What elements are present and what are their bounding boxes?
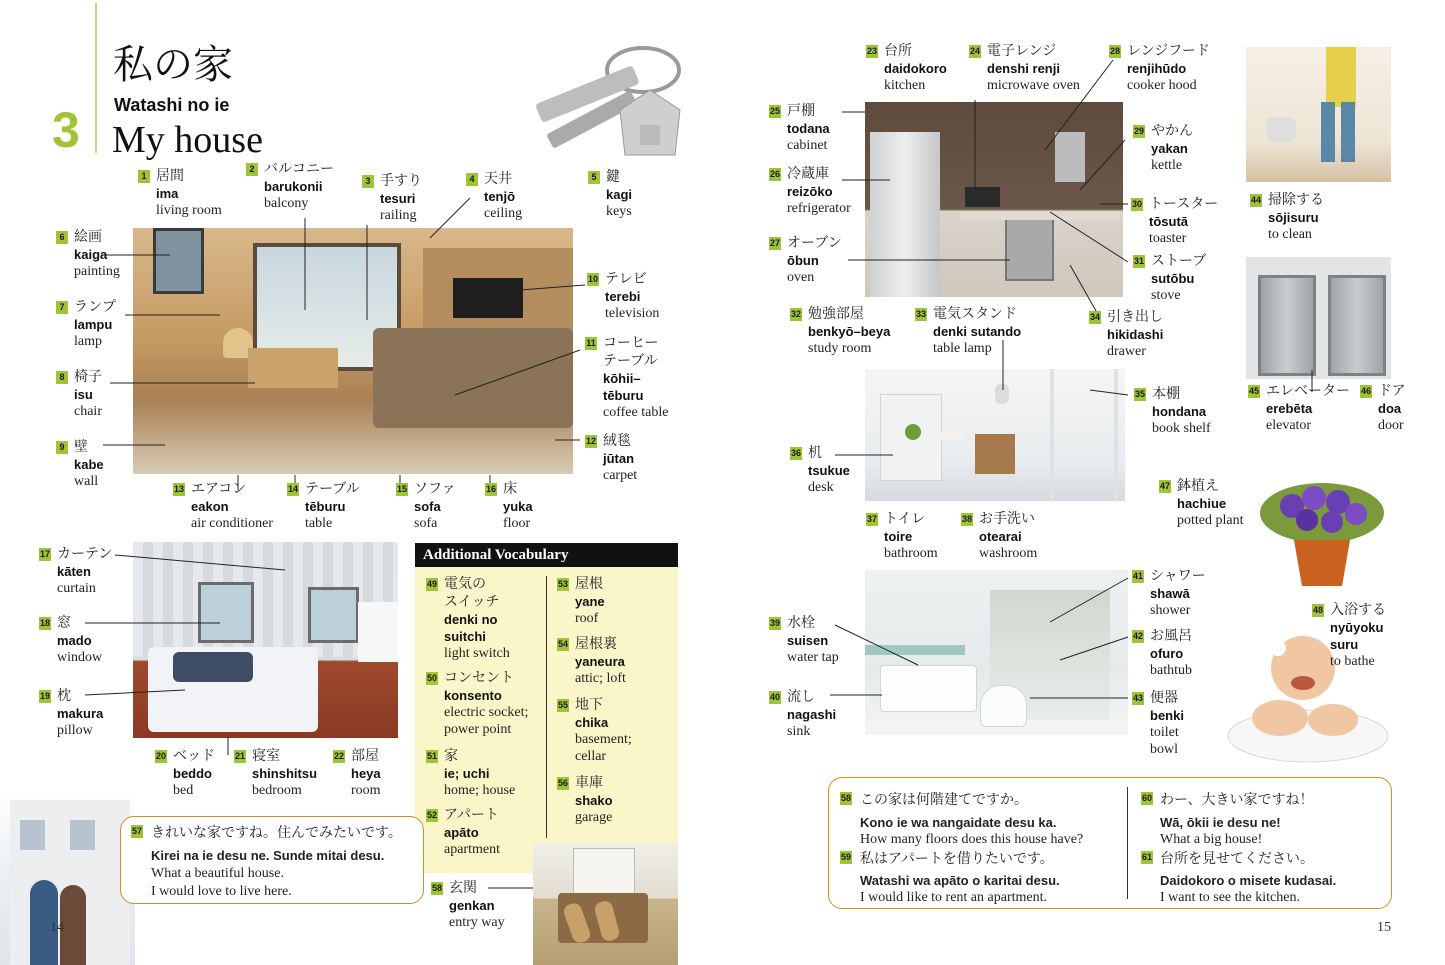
vocab-romaji: suisen: [787, 633, 829, 648]
vocab-jp: レンジフード: [1127, 43, 1210, 59]
vocab-jp: 机: [808, 445, 822, 461]
vocab-en: pillow: [57, 723, 93, 738]
phrase-58-jp: この家は何階建てですか。: [860, 792, 1028, 808]
additional-vocab-number: 55: [557, 700, 568, 710]
page-title-romaji: Watashi no ie: [114, 95, 230, 115]
vocab-romaji: tesuri: [380, 191, 416, 206]
additional-vocab-romaji: shako: [575, 793, 613, 808]
additional-vocab-romaji: genkan: [449, 898, 495, 913]
vocab-en: bathroom: [884, 546, 938, 561]
vocab-en: wall: [74, 474, 99, 489]
additional-vocab-jp: 屋根裏: [575, 636, 617, 652]
vocab-en: table: [305, 516, 333, 531]
page-number-right: 15: [1377, 920, 1391, 935]
vocab-romaji: jūtan: [603, 451, 635, 466]
vocab-romaji: otearai: [979, 529, 1022, 544]
vocab-number: 11: [586, 338, 596, 348]
vocab-en: bedroom: [252, 783, 302, 798]
additional-vocab-en: entry way: [449, 915, 505, 930]
vocab-number: 6: [56, 231, 68, 244]
vocab-romaji: tsukue: [808, 463, 850, 478]
vocab-en: toaster: [1149, 231, 1187, 246]
vocab-jp: 電子レンジ: [987, 43, 1057, 59]
vocab-number: 32: [790, 309, 801, 319]
vocab-jp: 居間: [156, 168, 184, 184]
vocab-romaji: erebēta: [1266, 401, 1313, 416]
vocab-jp: お手洗い: [979, 511, 1035, 527]
vocab-jp: 壁: [74, 439, 88, 455]
vocab-jp: 鍵: [606, 169, 620, 185]
vocab-jp: 水栓: [787, 615, 815, 631]
vocab-number: 23: [866, 46, 877, 56]
vocab-romaji: doa: [1378, 401, 1402, 416]
vocab-romaji: kaiga: [74, 247, 108, 262]
vocab-jp: 寝室: [252, 748, 280, 764]
vocab-number: 12: [585, 436, 596, 446]
potted-plant-photo: [1252, 478, 1392, 588]
vocab-romaji: tenjō: [484, 189, 516, 204]
vocab-romaji: beddo: [173, 766, 212, 781]
vocab-romaji: todana: [787, 121, 830, 136]
vocab-jp: ストーブ: [1151, 253, 1207, 269]
vocab-en: cabinet: [787, 138, 828, 153]
vocab-en: bathtub: [1150, 663, 1192, 678]
additional-vocab-romaji: denki no suitchi: [444, 612, 498, 644]
vocab-number: 1: [138, 170, 150, 183]
vocab-romaji: renjihūdo: [1127, 61, 1187, 76]
vocab-jp: オーブン: [787, 235, 842, 251]
vocab-number: 36: [790, 448, 801, 458]
kitchen-photo: [865, 102, 1123, 297]
vocab-number: 33: [915, 309, 926, 319]
vocab-number: 22: [333, 751, 344, 761]
vocab-romaji: mado: [57, 633, 92, 648]
additional-vocab-jp: 電気の スイッチ: [444, 576, 500, 610]
additional-vocab-number: 53: [557, 579, 568, 589]
vocab-jp: 電気スタンド: [933, 306, 1017, 322]
vocab-romaji: shinshitsu: [252, 766, 318, 781]
vocab-jp: 勉強部屋: [808, 306, 864, 322]
vocab-romaji: yuka: [503, 499, 533, 514]
vocab-jp: 窓: [57, 615, 71, 631]
additional-vocab-jp: 玄関: [449, 880, 477, 896]
vocab-number: 48: [1312, 605, 1323, 615]
additional-vocab-en: garage: [575, 810, 613, 825]
vocab-jp: トースター: [1149, 196, 1219, 212]
vocab-number: 38: [961, 514, 972, 524]
vocab-number: 7: [56, 301, 68, 314]
phrase-bubble-divider: [1127, 787, 1128, 899]
vocab-en: chair: [74, 404, 102, 419]
vocab-jp: 便器: [1150, 690, 1178, 706]
additional-vocab-number: 56: [557, 778, 568, 788]
vocab-romaji: nyūyoku suru: [1330, 620, 1384, 652]
phrase-number-60: 60: [1141, 793, 1152, 803]
vocab-number: 16: [485, 484, 496, 494]
vocab-en: kettle: [1151, 158, 1183, 173]
vocab-number: 41: [1132, 571, 1143, 581]
vocab-number: 15: [396, 484, 407, 494]
vocab-jp: テーブル: [305, 481, 360, 497]
vocab-en: to clean: [1268, 227, 1312, 242]
vocab-en: table lamp: [933, 341, 992, 356]
vocab-en: drawer: [1107, 344, 1146, 359]
vocab-jp: やかん: [1151, 123, 1193, 139]
vocab-jp: 絵画: [74, 229, 102, 245]
vocab-jp: ドア: [1378, 383, 1406, 399]
phrase-number-57: 57: [131, 826, 142, 836]
additional-vocab-romaji: apāto: [444, 825, 479, 840]
vocab-en: floor: [503, 516, 531, 531]
additional-vocab-jp: 家: [444, 748, 458, 764]
vocab-jp: 手すり: [380, 173, 422, 189]
additional-vocab-romaji: yaneura: [575, 654, 625, 669]
chapter-bar: [95, 3, 97, 153]
vocab-en: room: [351, 783, 381, 798]
vocab-romaji: sofa: [414, 499, 441, 514]
phrase-59-romaji: Watashi wa apāto o karitai desu.: [860, 873, 1060, 888]
additional-vocab-en: home; house: [444, 783, 516, 798]
living-room-photo: [133, 228, 573, 474]
additional-vocab-en: light switch: [444, 646, 510, 661]
phrase-58-en: How many floors does this house have?: [860, 832, 1084, 847]
vocab-jp: 引き出し: [1107, 309, 1163, 325]
phrase-57-en-2: I would love to live here.: [151, 884, 292, 899]
vocab-jp: トイレ: [884, 511, 926, 527]
vocab-romaji: sōjisuru: [1268, 210, 1319, 225]
vocab-romaji: denshi renji: [987, 61, 1060, 76]
vocab-romaji: benkyō–beya: [808, 324, 891, 339]
vocab-en: refrigerator: [787, 201, 851, 216]
vocab-romaji: hondana: [1152, 404, 1207, 419]
vocab-en: air conditioner: [191, 516, 274, 531]
vocab-number: 45: [1248, 386, 1259, 396]
phrase-60-jp: わー、大きい家ですね！: [1160, 792, 1314, 808]
additional-vocab-en: attic; loft: [575, 671, 626, 686]
vocab-number: 8: [56, 371, 68, 384]
vocab-number: 37: [866, 514, 877, 524]
vocab-en: window: [57, 650, 103, 665]
vocab-number: 17: [39, 549, 50, 559]
vocab-en: oven: [787, 270, 815, 285]
vocab-jp: ソファ: [414, 481, 456, 497]
vocab-romaji: lampu: [74, 317, 113, 332]
vocab-number: 34: [1089, 312, 1100, 322]
vocab-jp: 天井: [484, 171, 512, 187]
vocab-jp: 冷蔵庫: [787, 166, 829, 182]
vocab-en: toilet bowl: [1150, 725, 1179, 757]
vocab-number: 42: [1132, 631, 1143, 641]
vocab-jp: エレベーター: [1266, 383, 1350, 399]
vocab-number: 13: [173, 484, 184, 494]
vocab-en: curtain: [57, 581, 96, 596]
vocab-romaji: daidokoro: [884, 61, 947, 76]
vocab-number: 25: [769, 106, 780, 116]
house-photo: [0, 790, 135, 965]
phrase-number-58: 58: [840, 793, 851, 803]
vocab-number: 27: [769, 238, 780, 248]
additional-vocab-en: apartment: [444, 842, 500, 857]
vocab-jp: カーテン: [57, 546, 113, 562]
page-title-en: My house: [112, 119, 263, 161]
vocab-romaji: eakon: [191, 499, 229, 514]
vocab-jp: テレビ: [605, 271, 647, 287]
vocab-jp: 床: [503, 481, 517, 497]
vocab-number: 39: [769, 618, 780, 628]
vocab-number: 44: [1250, 195, 1261, 205]
phrase-57-jp: きれいな家ですね。住んでみたいです。: [151, 825, 402, 841]
vocab-number: 35: [1134, 389, 1145, 399]
vocab-romaji: tēburu: [305, 499, 346, 514]
page-number-left: 14: [50, 920, 64, 935]
vocab-number: 21: [234, 751, 245, 761]
vocab-romaji: kōhii– tēburu: [603, 371, 644, 403]
additional-vocab-jp: コンセント: [444, 670, 514, 686]
phrase-61-en: I want to see the kitchen.: [1160, 890, 1300, 905]
vocab-en: coffee table: [603, 405, 669, 420]
vocab-romaji: terebi: [605, 289, 641, 304]
phrase-60-en: What a big house!: [1160, 832, 1263, 847]
vocab-jp: エアコン: [191, 481, 247, 497]
vocab-number: 3: [362, 175, 374, 188]
vocab-romaji: hikidashi: [1107, 327, 1164, 342]
vocab-jp: お風呂: [1150, 628, 1192, 644]
vocab-romaji: ōbun: [787, 253, 819, 268]
vocab-en: kitchen: [884, 78, 926, 93]
vocab-number: 9: [56, 441, 68, 454]
additional-vocab-romaji: chika: [575, 715, 609, 730]
vocab-en: microwave oven: [987, 78, 1080, 93]
additional-vocab-en: basement; cellar: [575, 732, 632, 764]
additional-vocab-number: 51: [426, 751, 437, 761]
bedroom-photo: [133, 542, 398, 738]
vocab-en: painting: [74, 264, 120, 279]
vocab-number: 19: [39, 691, 50, 701]
phrase-61-jp: 台所を見せてください。: [1160, 851, 1314, 867]
vocab-en: washroom: [979, 546, 1038, 561]
vocab-number: 30: [1131, 199, 1142, 209]
vocab-en: desk: [808, 480, 834, 495]
vocab-number: 26: [769, 169, 780, 179]
vocab-romaji: reizōko: [787, 184, 833, 199]
vocab-number: 43: [1132, 693, 1143, 703]
additional-vocab-number: 49: [426, 579, 437, 589]
vocab-en: ceiling: [484, 206, 523, 221]
keys-image: [515, 30, 705, 160]
phrase-61-romaji: Daidokoro o misete kudasai.: [1160, 873, 1337, 888]
vocab-romaji: shawā: [1150, 586, 1190, 601]
vocab-jp: ランプ: [74, 299, 116, 315]
vocab-number: 47: [1159, 481, 1170, 491]
vocab-en: stove: [1151, 288, 1181, 303]
vocab-en: railing: [380, 208, 417, 223]
vocab-jp: シャワー: [1150, 568, 1206, 584]
vocab-number: 18: [39, 618, 50, 628]
vocab-romaji: sutōbu: [1151, 271, 1195, 286]
additional-vocab-jp: 車庫: [575, 775, 603, 791]
vocab-romaji: tōsutā: [1149, 214, 1188, 229]
vocab-romaji: hachiue: [1177, 496, 1227, 511]
vocab-romaji: ofuro: [1150, 646, 1184, 661]
phrase-number-59: 59: [840, 852, 851, 862]
additional-vocab-title: Additional Vocabulary: [415, 543, 678, 567]
additional-vocab-number: 58: [431, 883, 442, 893]
additional-vocab-romaji: konsento: [444, 688, 502, 703]
vocab-en: to bathe: [1330, 654, 1375, 669]
additional-vocab-number: 54: [557, 639, 568, 649]
additional-vocab-romaji: yane: [575, 594, 605, 609]
phrase-59-en: I would like to rent an apartment.: [860, 890, 1047, 905]
vocab-en: study room: [808, 341, 872, 356]
additional-vocab-divider: [546, 576, 547, 838]
elevator-photo: [1246, 257, 1391, 379]
vocab-romaji: ima: [156, 186, 179, 201]
additional-vocab-number: 52: [426, 810, 437, 820]
vocab-jp: 鉢植え: [1177, 478, 1219, 494]
phrase-59-jp: 私はアパートを借りたいです。: [860, 851, 1054, 867]
vocab-number: 28: [1109, 46, 1120, 56]
additional-vocab-number: 50: [426, 673, 437, 683]
additional-vocab-romaji: ie; uchi: [444, 766, 490, 781]
phrase-58-romaji: Kono ie wa nangaidate desu ka.: [860, 815, 1057, 830]
vocab-romaji: makura: [57, 706, 104, 721]
vocab-en: elevator: [1266, 418, 1312, 433]
vocab-en: door: [1378, 418, 1404, 433]
phrase-57-romaji: Kirei na ie desu ne. Sunde mitai desu.: [151, 848, 385, 863]
vocab-en: cooker hood: [1127, 78, 1197, 93]
vocab-number: 4: [466, 173, 478, 186]
vocab-number: 2: [246, 163, 258, 176]
vocab-number: 10: [587, 274, 598, 284]
vocab-jp: 部屋: [351, 748, 379, 764]
genkan-photo: [533, 843, 678, 965]
vocab-en: water tap: [787, 650, 839, 665]
vocab-romaji: isu: [74, 387, 93, 402]
vocab-romaji: yakan: [1151, 141, 1188, 156]
vocab-en: living room: [156, 203, 222, 218]
vocab-romaji: benki: [1150, 708, 1184, 723]
phrase-57-en-1: What a beautiful house.: [151, 866, 284, 881]
vocab-jp: 入浴する: [1330, 602, 1386, 618]
vocab-number: 29: [1133, 126, 1144, 136]
vocab-en: keys: [606, 204, 632, 219]
vocab-en: potted plant: [1177, 513, 1244, 528]
cleaning-photo: [1246, 47, 1391, 182]
vocab-romaji: heya: [351, 766, 381, 781]
vocab-jp: 戸棚: [787, 103, 815, 119]
vocab-en: carpet: [603, 468, 638, 483]
vocab-number: 31: [1133, 256, 1144, 266]
vocab-jp: 本棚: [1152, 386, 1180, 402]
vocab-en: lamp: [74, 334, 102, 349]
vocab-en: television: [605, 306, 660, 321]
vocab-jp: 掃除する: [1268, 192, 1324, 208]
chapter-number: 3: [52, 102, 80, 158]
vocab-number: 46: [1360, 386, 1371, 396]
vocab-jp: バルコニー: [264, 161, 334, 177]
vocab-en: sink: [787, 724, 811, 739]
vocab-number: 40: [769, 692, 780, 702]
vocab-jp: 椅子: [74, 369, 102, 385]
vocab-en: bed: [173, 783, 194, 798]
vocab-romaji: kabe: [74, 457, 104, 472]
vocab-en: shower: [1150, 603, 1191, 618]
vocab-en: book shelf: [1152, 421, 1211, 436]
vocab-jp: 流し: [787, 689, 815, 705]
additional-vocab-en: electric socket; power point: [444, 705, 529, 737]
vocab-romaji: nagashi: [787, 707, 837, 722]
vocab-jp: 枕: [57, 688, 71, 704]
additional-vocab-jp: アパート: [444, 807, 499, 823]
vocab-romaji: barukonii: [264, 179, 323, 194]
vocab-jp: コーヒー テーブル: [603, 335, 659, 369]
phrase-number-61: 61: [1141, 852, 1152, 862]
vocab-romaji: toire: [884, 529, 913, 544]
vocab-jp: ベッド: [173, 748, 215, 764]
page-title-jp: 私の家: [113, 42, 233, 88]
vocab-jp: 台所: [884, 43, 912, 59]
vocab-jp: 絨毯: [603, 433, 631, 449]
study-room-photo: [865, 369, 1125, 501]
vocab-en: balcony: [264, 196, 309, 211]
vocab-romaji: kagi: [606, 187, 633, 202]
phrase-60-romaji: Wā, ōkii ie desu ne!: [1160, 815, 1281, 830]
vocab-number: 24: [969, 46, 980, 56]
vocab-romaji: denki sutando: [933, 324, 1022, 339]
vocab-en: sofa: [414, 516, 438, 531]
additional-vocab-jp: 地下: [575, 697, 603, 713]
additional-vocab-jp: 屋根: [575, 576, 603, 592]
additional-vocab-en: roof: [575, 611, 599, 626]
vocab-number: 5: [588, 171, 600, 184]
vocab-number: 20: [155, 751, 166, 761]
vocab-romaji: kāten: [57, 564, 91, 579]
vocab-number: 14: [287, 484, 298, 494]
bathroom-photo: [865, 570, 1128, 735]
